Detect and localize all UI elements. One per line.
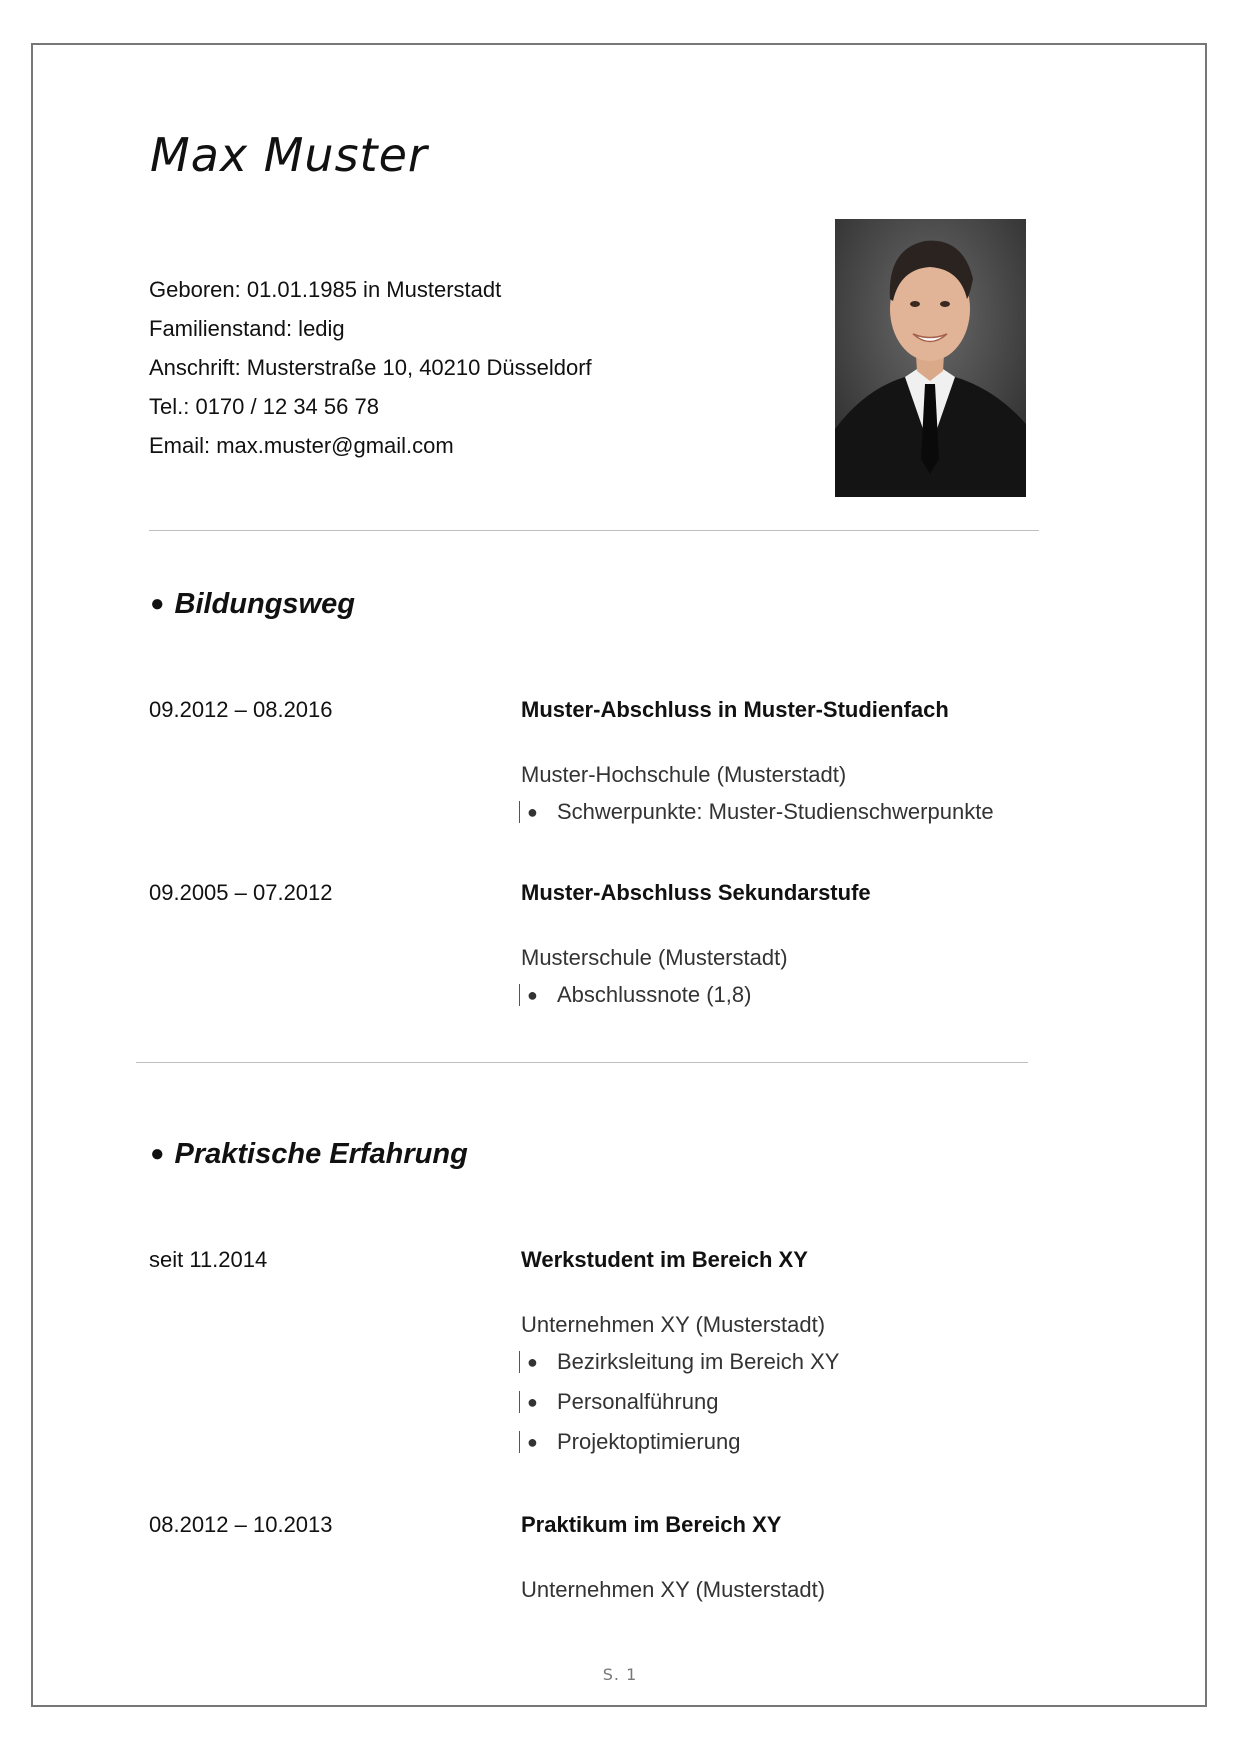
entry-date: seit 11.2014 (149, 1247, 268, 1272)
marital-status: Familienstand: ledig (149, 316, 345, 341)
list-marker-bar (519, 984, 520, 1006)
entry-org: Unternehmen XY (Musterstadt) (521, 1312, 826, 1337)
bullet-text: Projektoptimierung (557, 1429, 741, 1454)
list-item (519, 975, 751, 1015)
email: Email: max.muster@gmail.com (149, 433, 454, 458)
entry-title: Muster-Abschluss Sekundarstufe (521, 880, 871, 905)
list-marker-bar (519, 801, 520, 823)
list-item (519, 1422, 839, 1462)
entry-org: Unternehmen XY (Musterstadt) (521, 1577, 826, 1602)
divider-line (136, 1062, 1028, 1063)
entry-title: Muster-Abschluss in Muster-Studienfach (521, 697, 949, 722)
profile-photo (835, 219, 1026, 497)
list-bullet-dot: ● (527, 985, 538, 1005)
bullet-text: Abschlussnote (1,8) (557, 982, 752, 1007)
address: Anschrift: Musterstraße 10, 40210 Düsseldorf (149, 355, 592, 380)
entry-title: Praktikum im Bereich XY (521, 1512, 782, 1537)
entry-org: Muster-Hochschule (Musterstadt) (521, 762, 847, 787)
section-bullet: ● (150, 1140, 165, 1167)
bullet-text: Schwerpunkte: Muster-Studienschwerpunkte (557, 799, 994, 824)
entry-org: Musterschule (Musterstadt) (521, 945, 788, 970)
entry-date: 09.2012 – 08.2016 (149, 697, 333, 722)
divider-line (149, 530, 1039, 531)
list-item (519, 1342, 839, 1382)
list-bullet-dot: ● (527, 1432, 538, 1452)
list-marker-bar (519, 1431, 520, 1453)
bullet-text: Personalführung (557, 1389, 719, 1414)
section-title-experience (150, 1138, 468, 1171)
page-number: S. 1 (602, 1665, 638, 1684)
applicant-name: Max Muster (150, 128, 428, 182)
entry-date: 08.2012 – 10.2013 (149, 1512, 333, 1537)
list-bullet-dot: ● (527, 1392, 538, 1412)
section-title-text: Bildungsweg (174, 588, 355, 620)
personal-details (149, 270, 592, 465)
list-item (519, 792, 994, 832)
entry-bullet-list (519, 792, 994, 832)
portrait-image (835, 219, 1026, 497)
entry-bullet-list (519, 1342, 839, 1462)
list-marker-bar (519, 1351, 520, 1373)
list-bullet-dot: ● (527, 1352, 538, 1372)
section-title-text: Praktische Erfahrung (174, 1138, 468, 1170)
list-item (519, 1382, 839, 1422)
section-bullet: ● (150, 590, 165, 617)
list-bullet-dot: ● (527, 802, 538, 822)
entry-date: 09.2005 – 07.2012 (149, 880, 333, 905)
section-title-education (150, 588, 355, 621)
bullet-text: Bezirksleitung im Bereich XY (557, 1349, 840, 1374)
phone: Tel.: 0170 / 12 34 56 78 (149, 394, 379, 419)
list-marker-bar (519, 1391, 520, 1413)
birth-info: Geboren: 01.01.1985 in Musterstadt (149, 277, 502, 302)
entry-title: Werkstudent im Bereich XY (521, 1247, 808, 1272)
entry-bullet-list (519, 975, 751, 1015)
